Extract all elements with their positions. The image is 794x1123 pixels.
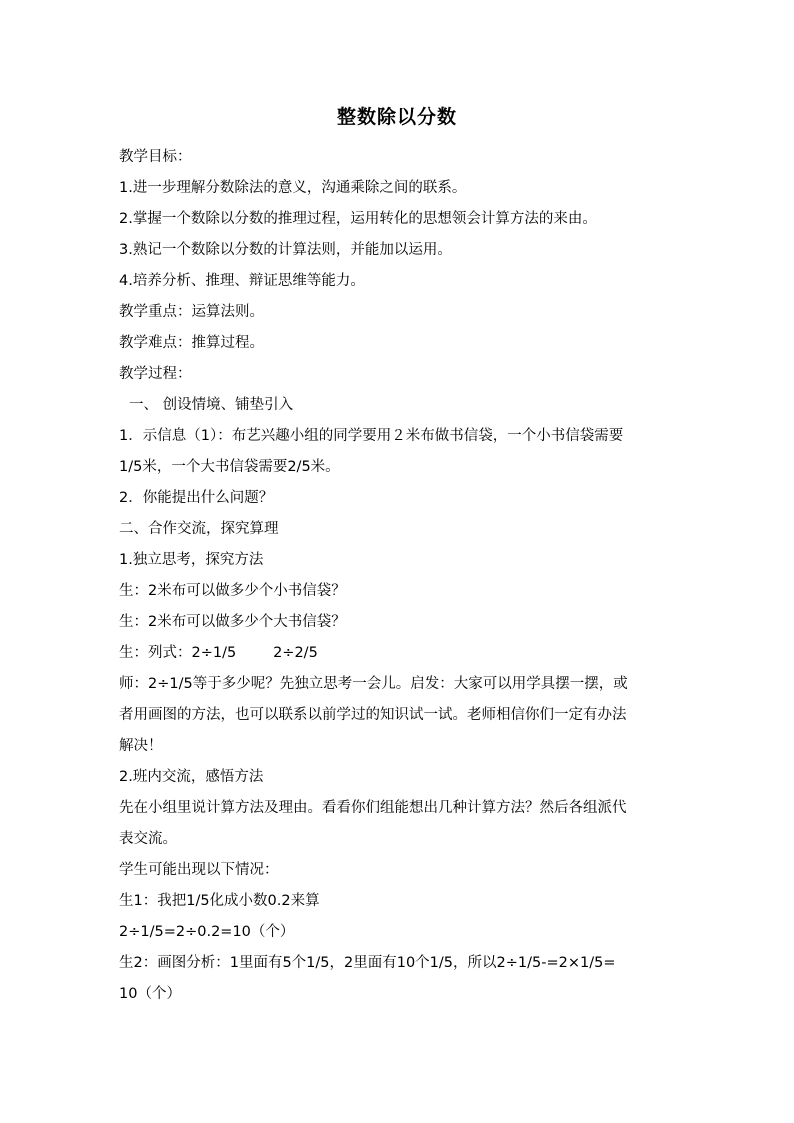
- paragraph-line: 生：列式：2÷1/5 2÷2/5: [119, 645, 318, 661]
- difficult-point: 教学难点：推算过程。: [119, 335, 264, 351]
- paragraph-line: 学生可能出现以下情况：: [119, 862, 279, 878]
- objective-item-2: 2.掌握一个数除以分数的推理过程，运用转化的思想领会计算方法的来由。: [119, 211, 597, 227]
- paragraph-line: 2÷1/5=2÷0.2=10（个）: [119, 924, 295, 940]
- paragraph-line: 先在小组里说计算方法及理由。看看你们组能想出几种计算方法？然后各组派代: [119, 800, 627, 816]
- subheading: 1.独立思考，探究方法: [119, 552, 264, 568]
- subheading: 2.班内交流，感悟方法: [119, 769, 264, 785]
- document-body: [119, 142, 675, 1010]
- paragraph-line: 生：2米布可以做多少个小书信袋？: [119, 583, 346, 599]
- section-heading-objectives: 教学目标：: [119, 149, 192, 165]
- objective-item-1: 1.进一步理解分数除法的意义，沟通乘除之间的联系。: [119, 180, 467, 196]
- objective-item-3: 3.熟记一个数除以分数的计算法则，并能加以运用。: [119, 242, 452, 258]
- paragraph-line: 生1：我把1/5化成小数0.2来算: [119, 893, 320, 909]
- key-point: 教学重点：运算法则。: [119, 304, 264, 320]
- paragraph-line: 1/5米，一个大书信袋需要2/5米。: [119, 459, 340, 475]
- process-step-heading-1: 一、 创设情境、铺垫引入: [129, 397, 294, 413]
- objective-item-4: 4.培养分析、推理、辩证思维等能力。: [119, 273, 365, 289]
- paragraph-line: 解决！: [119, 738, 163, 754]
- paragraph-line: 者用画图的方法，也可以联系以前学过的知识试一试。老师相信你们一定有办法: [119, 707, 627, 723]
- paragraph-line: 生：2米布可以做多少个大书信袋？: [119, 614, 346, 630]
- process-step-heading-2: 二、合作交流，探究算理: [119, 521, 279, 537]
- paragraph-line: 10（个）: [119, 986, 181, 1002]
- paragraph-line: 2．你能提出什么问题？: [119, 490, 274, 506]
- paragraph-line: 师：2÷1/5等于多少呢？先独立思考一会儿。启发：大家可以用学具摆一摆，或: [119, 676, 628, 692]
- paragraph-line: 生2：画图分析：1里面有5个1/5，2里面有10个1/5，所以2÷1/5-=2×1/5=: [119, 955, 616, 971]
- paragraph-line: 表交流。: [119, 831, 177, 847]
- section-heading-process: 教学过程：: [119, 366, 192, 382]
- paragraph-line: 1．示信息（1）：布艺兴趣小组的同学要用２米布做书信袋，一个小书信袋需要: [119, 428, 624, 444]
- document-title: 整数除以分数: [336, 106, 457, 128]
